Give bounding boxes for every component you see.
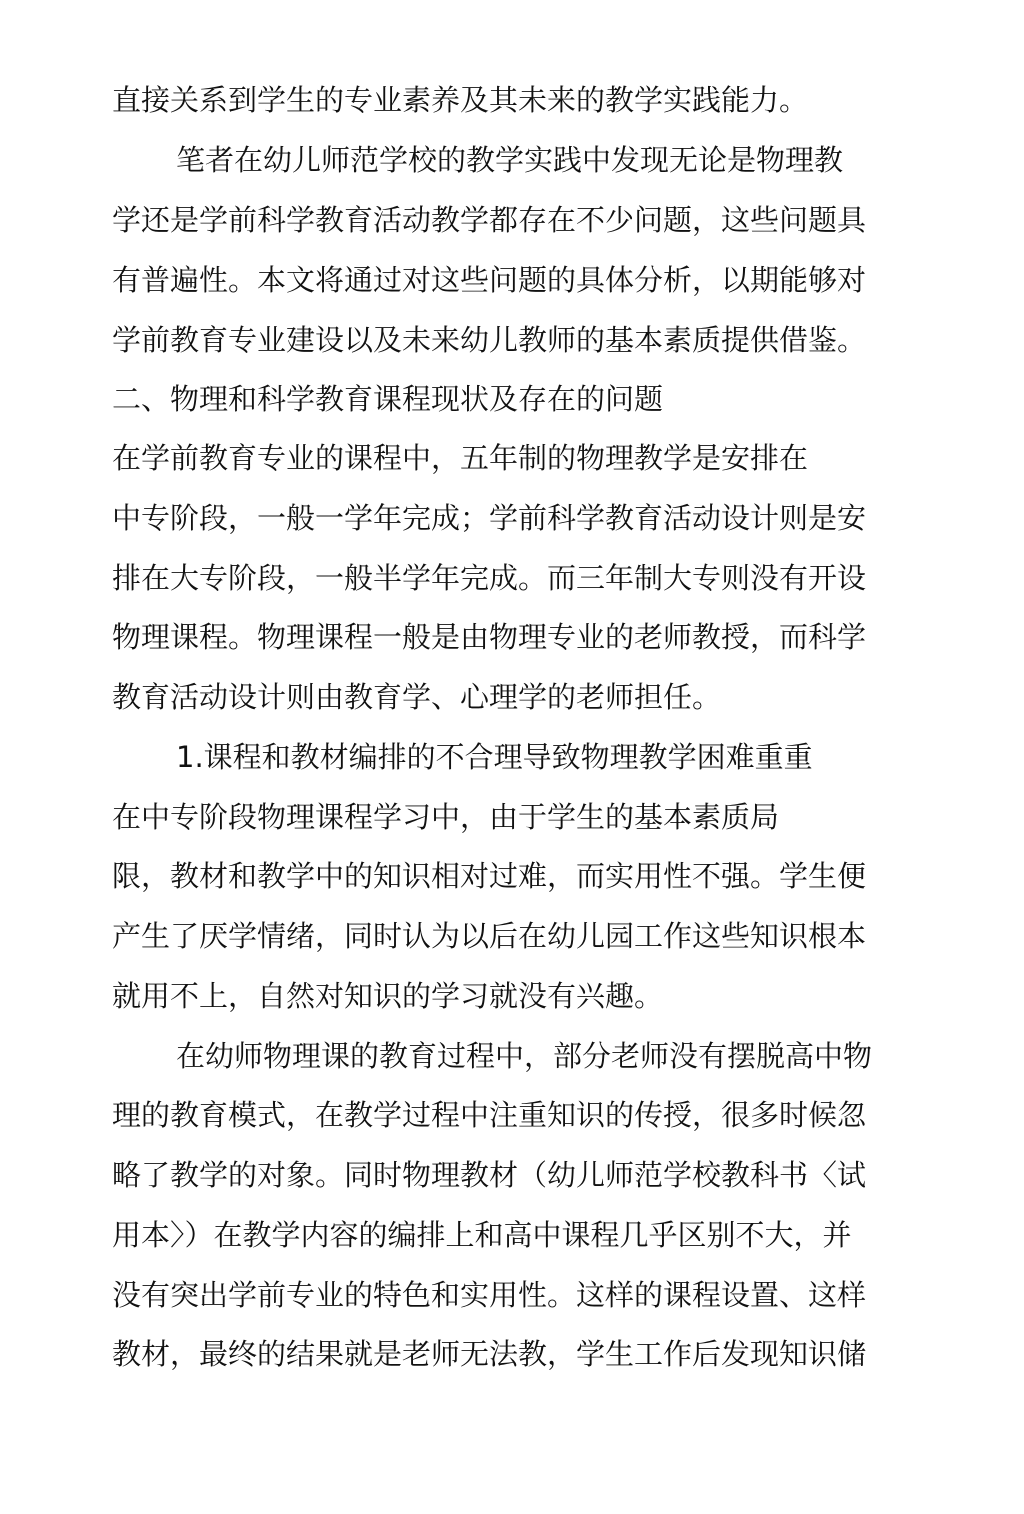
text-line-7: 在学前教育专业的课程中，五年制的物理教学是安排在: [112, 441, 809, 475]
text-line-4: 有普遍性。本文将通过对这些问题的具体分析，以期能够对: [112, 263, 867, 297]
text-line-19: 略了教学的对象。同时物理教材（幼儿师范学校教科书〈试: [112, 1158, 867, 1192]
text-line-17: 在幼师物理课的教育过程中，部分老师没有摆脱高中物: [176, 1039, 873, 1073]
text-line-21: 没有突出学前专业的特色和实用性。这样的课程设置、这样: [112, 1278, 867, 1312]
text-line-10: 物理课程。物理课程一般是由物理专业的老师教授，而科学: [112, 620, 867, 654]
section-heading: 二、物理和科学教育课程现状及存在的问题: [112, 382, 664, 416]
text-line-15: 产生了厌学情绪，同时认为以后在幼儿园工作这些知识根本: [112, 919, 867, 953]
text-line-22: 教材，最终的结果就是老师无法教，学生工作后发现知识储: [112, 1337, 867, 1371]
text-line-11: 教育活动设计则由教育学、心理学的老师担任。: [112, 680, 722, 714]
text-line-13: 在中专阶段物理课程学习中，由于学生的基本素质局: [112, 800, 780, 834]
text-line-5: 学前教育专业建设以及未来幼儿教师的基本素质提供借鉴。: [112, 323, 867, 357]
text-line-18: 理的教育模式，在教学过程中注重知识的传授，很多时候忽: [112, 1098, 867, 1132]
text-line-16: 就用不上，自然对知识的学习就没有兴趣。: [112, 979, 664, 1013]
text-line-1: 直接关系到学生的专业素养及其未来的教学实践能力。: [112, 83, 809, 117]
subsection-heading: 1.课程和教材编排的不合理导致物理教学困难重重: [176, 740, 813, 774]
text-line-20: 用本〉）在教学内容的编排上和高中课程几乎区别不大，并: [112, 1218, 852, 1252]
text-line-8: 中专阶段，一般一学年完成；学前科学教育活动设计则是安: [112, 501, 867, 535]
text-line-14: 限，教材和教学中的知识相对过难，而实用性不强。学生便: [112, 859, 867, 893]
text-line-9: 排在大专阶段，一般半学年完成。而三年制大专则没有开设: [112, 561, 867, 595]
text-line-3: 学还是学前科学教育活动教学都存在不少问题，这些问题具: [112, 203, 867, 237]
text-line-2: 笔者在幼儿师范学校的教学实践中发现无论是物理教: [176, 143, 844, 177]
